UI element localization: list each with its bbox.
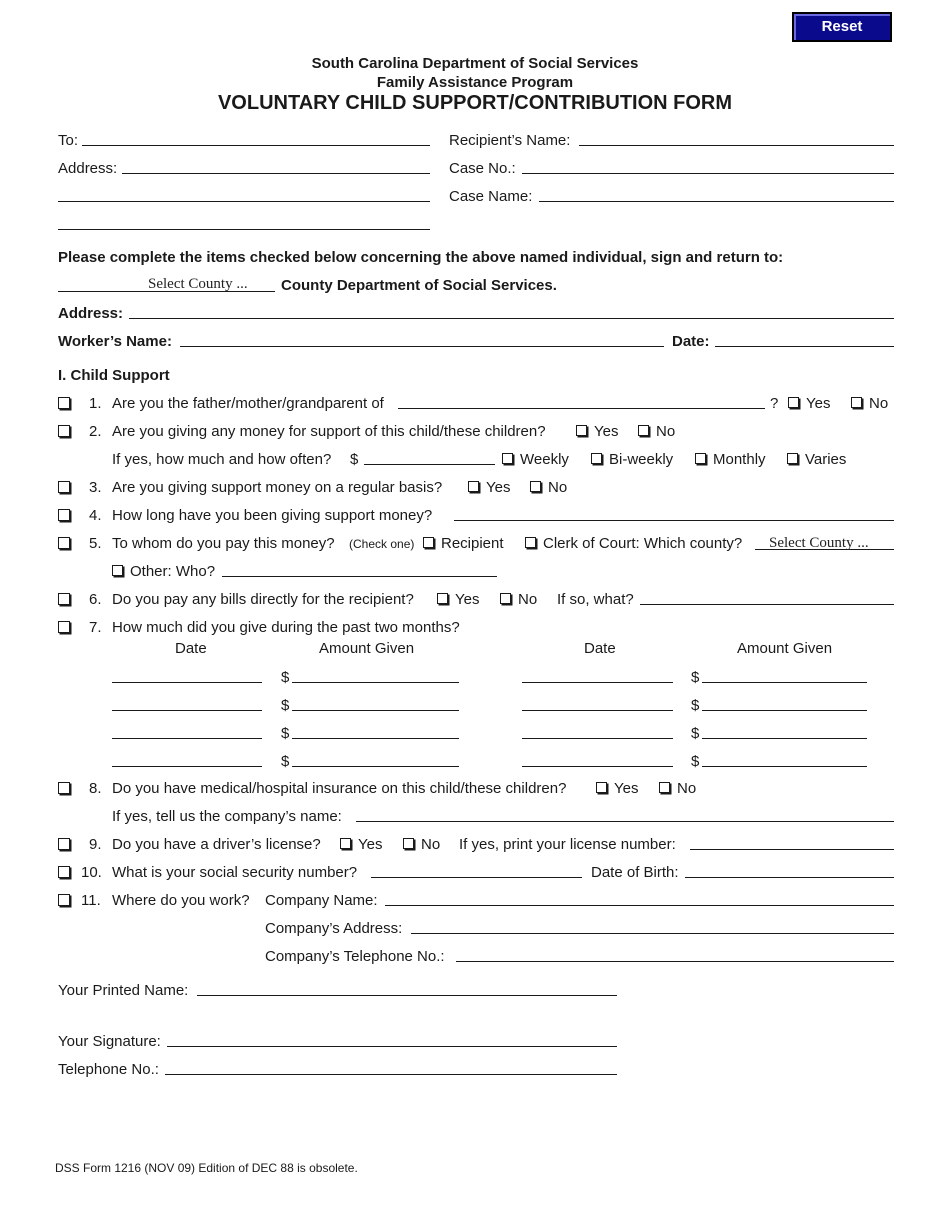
q5-recipient[interactable] bbox=[423, 536, 504, 551]
q1-checkbox[interactable] bbox=[58, 397, 70, 409]
q7-amount-header-right: Amount Given bbox=[737, 640, 833, 657]
q5-county-select[interactable]: Select County ... bbox=[769, 535, 869, 551]
q7-dollar: $ bbox=[281, 753, 290, 770]
q1-yes[interactable] bbox=[788, 396, 830, 411]
q2-biweekly-checkbox[interactable] bbox=[591, 453, 602, 464]
q6-text: Do you pay any bills directly for the recipient? bbox=[112, 591, 414, 608]
q7-checkbox[interactable] bbox=[58, 621, 70, 633]
q7-date-header-left: Date bbox=[175, 640, 207, 657]
q7-date-field[interactable] bbox=[112, 682, 262, 683]
q5-text: To whom do you pay this money? bbox=[112, 535, 335, 552]
q11-company-phone-label: Company’s Telephone No.: bbox=[265, 948, 445, 965]
q8-text: Do you have medical/hospital insurance on this child/these children? bbox=[112, 780, 567, 797]
q6-no[interactable] bbox=[500, 592, 537, 607]
q2-biweekly-label: Bi-weekly bbox=[609, 451, 674, 468]
q10-checkbox[interactable] bbox=[58, 866, 70, 878]
q5-clerk-label: Clerk of Court: Which county? bbox=[543, 535, 743, 552]
q11-checkbox[interactable] bbox=[58, 894, 70, 906]
q7-amount-field[interactable] bbox=[702, 738, 867, 739]
address-field-line-2[interactable] bbox=[58, 201, 430, 202]
q7-date-field[interactable] bbox=[522, 738, 673, 739]
q1-number: 1. bbox=[89, 395, 102, 412]
q7-dollar: $ bbox=[691, 725, 700, 742]
q7-text: How much did you give during the past two months? bbox=[112, 619, 460, 636]
q7-dollar: $ bbox=[281, 669, 290, 686]
signature-field[interactable] bbox=[167, 1046, 617, 1047]
q10-dob-label: Date of Birth: bbox=[591, 864, 679, 881]
q6-checkbox[interactable] bbox=[58, 593, 70, 605]
q2-followup: If yes, how much and how often? bbox=[112, 451, 332, 468]
to-field[interactable] bbox=[82, 145, 430, 146]
agency-name: South Carolina Department of Social Services bbox=[311, 55, 639, 72]
q6-if-so: If so, what? bbox=[557, 591, 634, 608]
q7-dollar: $ bbox=[691, 669, 700, 686]
q7-date-field[interactable] bbox=[522, 766, 673, 767]
case-no-field[interactable] bbox=[522, 173, 894, 174]
q5-checkbox[interactable] bbox=[58, 537, 70, 549]
worker-name-label: Worker’s Name: bbox=[58, 333, 172, 350]
q5-other-label: Other: Who? bbox=[130, 563, 216, 580]
telephone-field[interactable] bbox=[165, 1074, 617, 1075]
q3-yes[interactable] bbox=[468, 480, 510, 495]
address-label: Address: bbox=[58, 160, 118, 177]
q9-no-checkbox[interactable] bbox=[403, 838, 414, 849]
q5-number: 5. bbox=[89, 535, 102, 552]
q2-yes[interactable] bbox=[576, 424, 618, 439]
q6-bills-field[interactable] bbox=[640, 604, 894, 605]
q4-number: 4. bbox=[89, 507, 102, 524]
q1-yes-label: Yes bbox=[806, 395, 831, 412]
q1-text: Are you the father/mother/grandparent of bbox=[112, 395, 384, 412]
q11-company-name-field[interactable] bbox=[385, 905, 894, 906]
q2-number: 2. bbox=[89, 423, 102, 440]
q2-yes-checkbox[interactable] bbox=[576, 425, 587, 436]
q2-weekly[interactable] bbox=[502, 452, 569, 467]
q2-no-checkbox[interactable] bbox=[638, 425, 649, 436]
q2-yes-label: Yes bbox=[594, 423, 619, 440]
q3-yes-label: Yes bbox=[486, 479, 511, 496]
q4-text: How long have you been giving support money? bbox=[112, 507, 433, 524]
q3-no[interactable] bbox=[530, 480, 567, 495]
q11-company-phone-field[interactable] bbox=[456, 961, 894, 962]
q11-company-name-label: Company Name: bbox=[265, 892, 378, 909]
q7-date-header-right: Date bbox=[584, 640, 616, 657]
q6-yes-checkbox[interactable] bbox=[437, 593, 448, 604]
recipient-name-label: Recipient’s Name: bbox=[449, 132, 571, 149]
signature-label: Your Signature: bbox=[58, 1033, 161, 1050]
q11-text: Where do you work? bbox=[112, 892, 250, 909]
q6-no-label: No bbox=[518, 591, 538, 608]
q7-date-field[interactable] bbox=[522, 682, 673, 683]
q2-varies[interactable] bbox=[787, 452, 846, 467]
q6-no-checkbox[interactable] bbox=[500, 593, 511, 604]
q3-checkbox[interactable] bbox=[58, 481, 70, 493]
q7-amount-field[interactable] bbox=[292, 710, 459, 711]
q8-no-checkbox[interactable] bbox=[659, 782, 670, 793]
program-name: Family Assistance Program bbox=[376, 74, 574, 91]
q7-dollar: $ bbox=[281, 725, 290, 742]
q2-weekly-label: Weekly bbox=[520, 451, 569, 468]
dss-address-field[interactable] bbox=[129, 318, 894, 319]
q7-date-field[interactable] bbox=[112, 710, 262, 711]
q10-ssn-field[interactable] bbox=[371, 877, 582, 878]
date-label: Date: bbox=[672, 333, 710, 350]
q3-no-checkbox[interactable] bbox=[530, 481, 541, 492]
q1-qmark: ? bbox=[770, 395, 779, 412]
county-dss-label: County Department of Social Services. bbox=[281, 277, 557, 294]
q9-number: 9. bbox=[89, 836, 102, 853]
address-field[interactable] bbox=[122, 173, 430, 174]
q2-checkbox[interactable] bbox=[58, 425, 70, 437]
q9-checkbox[interactable] bbox=[58, 838, 70, 850]
q8-followup: If yes, tell us the company’s name: bbox=[112, 808, 342, 825]
q9-text: Do you have a driver’s license? bbox=[112, 836, 321, 853]
q5-clerk-checkbox[interactable] bbox=[525, 537, 536, 548]
q9-yes-checkbox[interactable] bbox=[340, 838, 351, 849]
q6-yes-label: Yes bbox=[455, 591, 480, 608]
q3-number: 3. bbox=[89, 479, 102, 496]
dss-address-label: Address: bbox=[58, 305, 124, 322]
q7-amount-field[interactable] bbox=[292, 766, 459, 767]
q9-no-label: No bbox=[421, 836, 441, 853]
q8-checkbox[interactable] bbox=[58, 782, 70, 794]
q2-monthly-checkbox[interactable] bbox=[695, 453, 706, 464]
q9-license-field[interactable] bbox=[690, 849, 894, 850]
address-field-line-3[interactable] bbox=[58, 229, 430, 230]
q4-checkbox[interactable] bbox=[58, 509, 70, 521]
county-select[interactable]: Select County ... bbox=[148, 276, 248, 292]
q8-yes[interactable] bbox=[596, 781, 638, 796]
q5-recipient-checkbox[interactable] bbox=[423, 537, 434, 548]
q11-number: 11. bbox=[81, 892, 101, 909]
q7-date-field[interactable] bbox=[112, 738, 262, 739]
q1-no-checkbox[interactable] bbox=[851, 397, 862, 408]
q9-yes[interactable] bbox=[340, 837, 382, 852]
q5-recipient-label: Recipient bbox=[441, 535, 504, 552]
q2-biweekly[interactable] bbox=[591, 452, 673, 467]
q1-no[interactable] bbox=[851, 396, 888, 411]
q8-no-label: No bbox=[677, 780, 697, 797]
q5-other[interactable] bbox=[112, 564, 215, 579]
q2-weekly-checkbox[interactable] bbox=[502, 453, 513, 464]
q2-varies-label: Varies bbox=[805, 451, 847, 468]
printed-name-label: Your Printed Name: bbox=[58, 982, 189, 999]
date-field[interactable] bbox=[715, 346, 894, 347]
form-footer: DSS Form 1216 (NOV 09) Edition of DEC 88 is obsolete. bbox=[55, 1161, 358, 1175]
q7-date-field[interactable] bbox=[112, 766, 262, 767]
q10-number: 10. bbox=[81, 864, 102, 881]
q11-company-address-field[interactable] bbox=[411, 933, 894, 934]
q8-number: 8. bbox=[89, 780, 102, 797]
worker-name-field[interactable] bbox=[180, 346, 664, 347]
q5-other-checkbox[interactable] bbox=[112, 565, 123, 576]
to-label: To: bbox=[58, 132, 79, 149]
q2-varies-checkbox[interactable] bbox=[787, 453, 798, 464]
q7-number: 7. bbox=[89, 619, 102, 636]
q1-no-label: No bbox=[869, 395, 889, 412]
q11-company-address-label: Company’s Address: bbox=[265, 920, 403, 937]
q7-dollar: $ bbox=[691, 753, 700, 770]
q5-other-field[interactable] bbox=[222, 576, 497, 577]
q2-monthly-label: Monthly bbox=[713, 451, 766, 468]
q8-yes-checkbox[interactable] bbox=[596, 782, 607, 793]
q2-amount-field[interactable] bbox=[364, 464, 495, 465]
q8-yes-label: Yes bbox=[614, 780, 639, 797]
instructions-text: Please complete the items checked below concerning the above named individual, sign and return to: bbox=[58, 249, 784, 266]
case-no-label: Case No.: bbox=[449, 160, 516, 177]
recipient-name-field[interactable] bbox=[579, 145, 894, 146]
q7-amount-field[interactable] bbox=[292, 738, 459, 739]
q5-clerk[interactable] bbox=[525, 536, 742, 551]
q9-license-label: If yes, print your license number: bbox=[459, 836, 676, 853]
q7-amount-field[interactable] bbox=[702, 766, 867, 767]
form-title: VOLUNTARY CHILD SUPPORT/CONTRIBUTION FORM bbox=[217, 92, 733, 114]
q3-yes-checkbox[interactable] bbox=[468, 481, 479, 492]
q2-dollar: $ bbox=[350, 451, 359, 468]
q1-yes-checkbox[interactable] bbox=[788, 397, 799, 408]
q6-number: 6. bbox=[89, 591, 102, 608]
q2-no[interactable] bbox=[638, 424, 675, 439]
q8-company-field[interactable] bbox=[356, 821, 894, 822]
q10-text: What is your social security number? bbox=[112, 864, 358, 881]
q8-no[interactable] bbox=[659, 781, 696, 796]
section-title: I. Child Support bbox=[58, 367, 170, 384]
case-name-field[interactable] bbox=[539, 201, 894, 202]
case-name-label: Case Name: bbox=[449, 188, 533, 205]
q2-text: Are you giving any money for support of this child/these children? bbox=[112, 423, 546, 440]
q7-amount-header-left: Amount Given bbox=[319, 640, 415, 657]
q7-dollar: $ bbox=[281, 697, 290, 714]
q3-text: Are you giving support money on a regular basis? bbox=[112, 479, 443, 496]
q1-name-field[interactable] bbox=[398, 408, 765, 409]
q2-monthly[interactable] bbox=[695, 452, 766, 467]
q7-amount-field[interactable] bbox=[702, 682, 867, 683]
telephone-label: Telephone No.: bbox=[58, 1061, 159, 1078]
q7-dollar: $ bbox=[691, 697, 700, 714]
q7-amount-field[interactable] bbox=[292, 682, 459, 683]
q2-no-label: No bbox=[656, 423, 676, 440]
q7-date-field[interactable] bbox=[522, 710, 673, 711]
printed-name-field[interactable] bbox=[197, 995, 617, 996]
reset-button[interactable]: Reset bbox=[792, 12, 892, 42]
q5-check-one: (Check one) bbox=[349, 537, 415, 551]
q4-duration-field[interactable] bbox=[454, 520, 894, 521]
q10-dob-field[interactable] bbox=[685, 877, 894, 878]
q6-yes[interactable] bbox=[437, 592, 479, 607]
q7-amount-field[interactable] bbox=[702, 710, 867, 711]
q3-no-label: No bbox=[548, 479, 568, 496]
q9-no[interactable] bbox=[403, 837, 440, 852]
q9-yes-label: Yes bbox=[358, 836, 383, 853]
